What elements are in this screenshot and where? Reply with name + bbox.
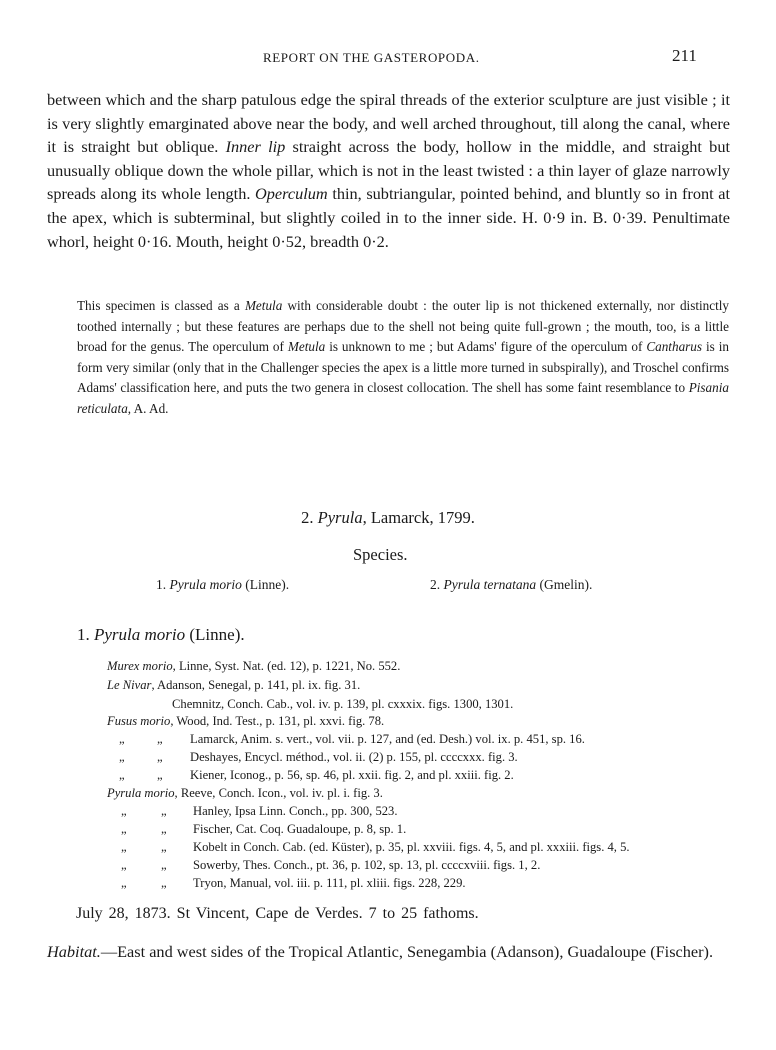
running-head <box>0 46 776 70</box>
ditto-mark: „ <box>121 858 127 872</box>
genus-heading <box>0 508 776 528</box>
ditto-mark: „ <box>119 768 125 782</box>
description-text: thin, subtriangular, pointed behind, and bluntly so in front at the apex, which is subterminal, but slightly coiled in to the inner side. H. 0·9 in. B. 0·39. Penultimate whorl, height 0·16. Mouth, height 0·52, breadth 0·2. <box>47 184 730 251</box>
ditto-mark: „ <box>161 858 167 872</box>
synonymy-line: Hanley, Ipsa Linn. Conch., pp. 300, 523. <box>193 804 398 818</box>
remarks-text: with considerable doubt : the outer lip is not thickened externally, nor distinctly toothed internally ; but these features are perhaps due to the shell not being quite full-grown ; the mouth, too, is a little broad for the genus. The operculum of <box>77 298 730 355</box>
page-number: 211 <box>672 46 697 65</box>
synonymy-line: Tryon, Manual, vol. iii. p. 111, pl. xliii. figs. 228, 229. <box>193 876 466 890</box>
synonymy-line: Lamarck, Anim. s. vert., vol. vii. p. 127, and (ed. Desh.) vol. ix. p. 451, sp. 16. <box>190 732 585 746</box>
remarks-text: This specimen is classed as a <box>77 298 240 313</box>
habitat-paragraph <box>47 940 730 964</box>
species-name: Pyrula ternatana <box>443 577 537 592</box>
synonymy-line: Kiener, Iconog., p. 56, sp. 46, pl. xxii. fig. 2, and pl. xxiii. fig. 2. <box>190 768 514 782</box>
ditto-mark: „ <box>157 750 163 764</box>
ditto-mark: „ <box>161 876 167 890</box>
genus-authority: , Lamarck, 1799. <box>362 508 475 527</box>
ditto-mark: „ <box>119 750 125 764</box>
inner-lip-label: Inner lip <box>225 137 286 157</box>
synonymy-line: Le Nivar, Adanson, Senegal, p. 141, pl. ix. fig. 31. <box>107 678 361 692</box>
genus-name: Metula <box>244 298 283 313</box>
synonymy-line: Pyrula morio, Reeve, Conch. Icon., vol. iv. pl. i. fig. 3. <box>107 786 383 800</box>
ditto-mark: „ <box>161 822 167 836</box>
species-list-item: 1. Pyrula morio (Linne). <box>156 577 290 592</box>
species-name: Pisania reticulata <box>77 380 729 416</box>
running-title: REPORT ON THE GASTEROPODA. <box>263 50 480 65</box>
remarks-paragraph <box>77 296 729 420</box>
ditto-mark: „ <box>157 768 163 782</box>
ditto-mark: „ <box>161 804 167 818</box>
genus-name: Cantharus <box>646 339 703 355</box>
synonymy-line: Kobelt in Conch. Cab. (ed. Küster), p. 35, pl. xxviii. figs. 4, 5, and pl. xxxiii. figs. 4, 5. <box>193 840 630 854</box>
habitat-label: Habitat. <box>47 942 101 961</box>
station-record: July 28, 1873. St Vincent, Cape de Verdes. 7 to 25 fathoms. <box>76 905 479 922</box>
ditto-mark: „ <box>121 876 127 890</box>
genus-name: Metula <box>287 339 326 355</box>
ditto-mark: „ <box>161 840 167 854</box>
ditto-mark: „ <box>121 822 127 836</box>
genus-name: Pyrula <box>317 508 363 527</box>
description-paragraph <box>47 88 730 253</box>
synonymy-line: Murex morio, Linne, Syst. Nat. (ed. 12), p. 1221, No. 552. <box>107 659 401 673</box>
remarks-text: is in form very similar (only that in the Challenger species the apex is a little more turned in subspirally), and Troschel confirms Adams' classification here, and puts the two genera in closest collocation. The shell has some faint resemblance to <box>77 339 729 396</box>
species-heading: Species. <box>353 545 408 564</box>
synonymy-line: Deshayes, Encycl. méthod., vol. ii. (2) p. 155, pl. ccccxxx. fig. 3. <box>190 750 518 764</box>
ditto-mark: „ <box>121 804 127 818</box>
genus-number: 2. <box>301 508 314 527</box>
synonymy-line: Fischer, Cat. Coq. Guadaloupe, p. 8, sp. 1. <box>193 822 407 836</box>
synonymy-line: Sowerby, Thes. Conch., pt. 36, p. 102, sp. 13, pl. ccccxviii. figs. 1, 2. <box>193 858 541 872</box>
species-title: 1. Pyrula morio (Linne). <box>77 625 245 644</box>
ditto-mark: „ <box>157 732 163 746</box>
remarks-text: is unknown to me ; but Adams' figure of the operculum of <box>329 339 643 355</box>
synonymy-line: Chemnitz, Conch. Cab., vol. iv. p. 139, pl. cxxxix. figs. 1300, 1301. <box>172 697 514 711</box>
ditto-mark: „ <box>121 840 127 854</box>
species-list-item: 2. Pyrula ternatana (Gmelin). <box>430 577 593 592</box>
species-name: Pyrula morio <box>169 577 242 592</box>
description-text: straight across the body, hollow in the middle, and straight but unusually oblique down the whole pillar, which is not in the least twisted : a thin layer of glaze narrowly spreads along its whole length. <box>47 137 730 204</box>
species-name: Pyrula morio <box>94 625 186 644</box>
remarks-text: , A. Ad. <box>127 400 169 416</box>
operculum-label: Operculum <box>255 184 328 204</box>
ditto-mark: „ <box>119 732 125 746</box>
description-text: between which and the sharp patulous edge the spiral threads of the exterior sculpture are just visible ; it is very slightly emarginated above near the body, and well arched throughout, till along the canal, where it is straight but oblique. <box>47 90 730 157</box>
synonymy-line: Fusus morio, Wood, Ind. Test., p. 131, pl. xxvi. fig. 78. <box>107 714 385 728</box>
habitat-text: —East and west sides of the Tropical Atlantic, Senegambia (Adanson), Guadaloupe (Fischer). <box>100 942 714 961</box>
